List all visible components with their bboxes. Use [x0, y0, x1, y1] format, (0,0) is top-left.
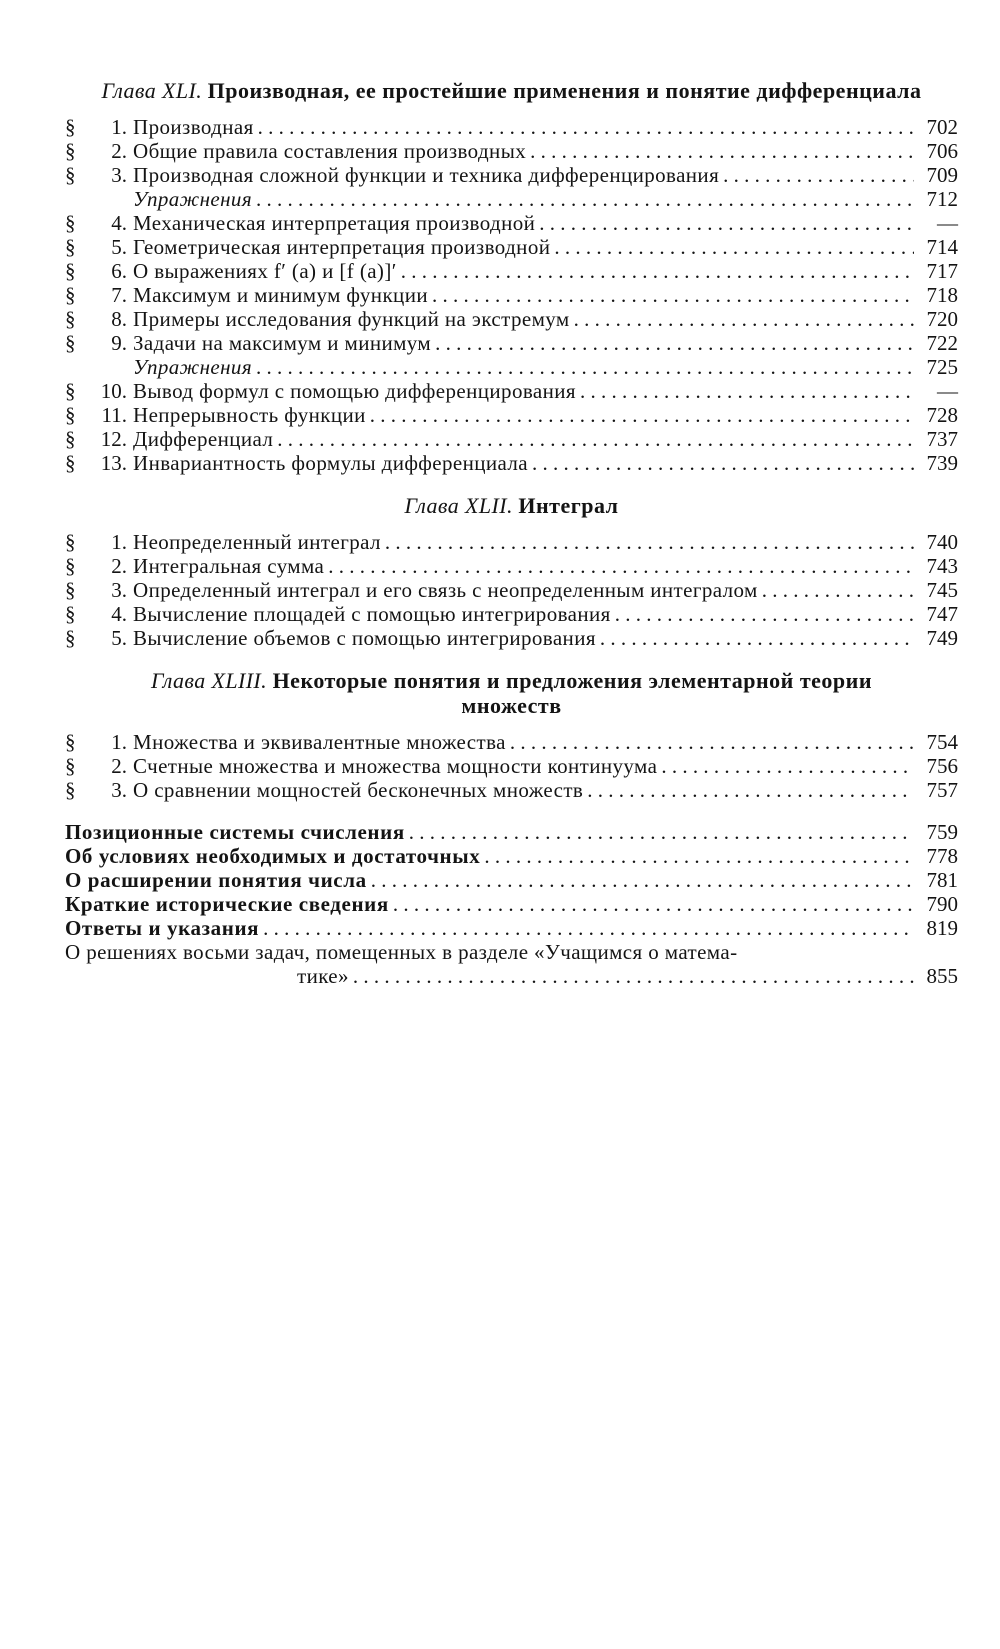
section-sign: §: [65, 602, 76, 626]
section-number: 1.: [111, 530, 127, 554]
section-number: 8.: [111, 307, 127, 331]
leader-dots: [324, 554, 914, 578]
section-number: 13.: [100, 451, 127, 475]
section-sign: §: [65, 115, 76, 139]
section-sign: §: [65, 730, 76, 754]
leader-dots: [366, 403, 914, 427]
leader-dots: [431, 331, 914, 355]
toc-entry[interactable]: [65, 211, 958, 235]
appendix-list: [65, 820, 958, 988]
section-number: 2.: [111, 754, 127, 778]
toc-entry[interactable]: [65, 115, 958, 139]
section-number: 11.: [101, 403, 127, 427]
section-sign: §: [65, 139, 76, 163]
section-sign: §: [65, 530, 76, 554]
chapter-entries: [65, 730, 958, 802]
section-number: 6.: [111, 259, 127, 283]
leader-dots: [252, 355, 914, 379]
leader-dots: [611, 602, 914, 626]
page-number: 718: [926, 283, 958, 307]
page-number: 749: [926, 626, 958, 650]
chapter-label: Глава XLII.: [404, 493, 513, 518]
section-sign: §: [65, 211, 76, 235]
entry-title: О расширении понятия числа: [65, 868, 367, 892]
chapter-heading: [65, 78, 958, 103]
toc-entry[interactable]: [65, 451, 958, 475]
leader-dots: [381, 530, 914, 554]
entry-title: Производная: [133, 115, 254, 139]
chapter-heading: [65, 668, 958, 718]
toc-entry[interactable]: [65, 403, 958, 427]
leader-dots: [596, 626, 914, 650]
page-number: 714: [926, 235, 958, 259]
page-number: 757: [926, 778, 958, 802]
final-entry-title-cont: тике»: [297, 964, 349, 988]
leader-dots: [657, 754, 914, 778]
entry-title: Упражнения: [133, 355, 252, 379]
entry-title: Интегральная сумма: [133, 554, 325, 578]
toc-entry[interactable]: [65, 163, 958, 187]
section-sign: §: [65, 235, 76, 259]
entry-title: Определенный интеграл и его связь с неопределенным интегралом: [133, 578, 758, 602]
leader-dots: [349, 964, 914, 988]
page-number: 720: [926, 307, 958, 331]
chapter-title: Некоторые понятия и предложения элементарной теории множеств: [272, 668, 872, 718]
toc-entry[interactable]: [65, 602, 958, 626]
chapter-42: [65, 493, 958, 650]
section-number: 1.: [111, 115, 127, 139]
entry-title: Геометрическая интерпретация производной: [133, 235, 551, 259]
page-number: 759: [926, 820, 958, 844]
entry-title: Максимум и минимум функции: [133, 283, 428, 307]
leader-dots: [506, 730, 914, 754]
page-number: 737: [926, 427, 958, 451]
page-number: 712: [926, 187, 958, 211]
chapter-label: Глава XLI.: [101, 78, 203, 103]
entry-title: Вывод формул с помощью дифференцирования: [133, 379, 576, 403]
toc-entry[interactable]: [65, 259, 958, 283]
leader-dots: [550, 235, 914, 259]
page-number: 778: [926, 844, 958, 868]
toc-entry[interactable]: [65, 578, 958, 602]
toc-entry[interactable]: [65, 331, 958, 355]
section-sign: §: [65, 626, 76, 650]
entry-title: Дифференциал: [133, 427, 274, 451]
leader-dots: [428, 283, 914, 307]
chapter-label: Глава XLIII.: [151, 668, 268, 693]
page-number: 790: [926, 892, 958, 916]
page-number: 743: [926, 554, 958, 578]
section-sign: §: [65, 379, 76, 403]
toc-entry[interactable]: [65, 754, 958, 778]
entry-title: Вычисление объемов с помощью интегрирования: [133, 626, 596, 650]
page-number: 754: [926, 730, 958, 754]
entry-title: О сравнении мощностей бесконечных множеств: [133, 778, 584, 802]
appendix-entry[interactable]: [65, 868, 958, 892]
leader-dots: [397, 259, 914, 283]
chapter-heading: [65, 493, 958, 518]
entry-title: Позиционные системы счисления: [65, 820, 405, 844]
toc-entry[interactable]: [65, 139, 958, 163]
section-sign: §: [65, 259, 76, 283]
leader-dots: [254, 115, 914, 139]
page-number: 717: [926, 259, 958, 283]
page-number: 740: [926, 530, 958, 554]
leader-dots: [535, 211, 914, 235]
section-number: 10.: [100, 379, 127, 403]
page-number: 725: [926, 355, 958, 379]
entry-title: Общие правила составления производных: [133, 139, 527, 163]
chapter-entries: [65, 530, 958, 650]
table-of-contents: [65, 78, 958, 988]
page-number: 756: [926, 754, 958, 778]
appendix-entry[interactable]: [65, 820, 958, 844]
page-number: 855: [926, 964, 958, 988]
page-number: 728: [926, 403, 958, 427]
entry-title: Счетные множества и множества мощности континуума: [133, 754, 658, 778]
leader-dots: [389, 892, 914, 916]
entry-title: Упражнения: [133, 187, 252, 211]
section-sign: §: [65, 283, 76, 307]
entry-title: Непрерывность функции: [133, 403, 366, 427]
section-sign: §: [65, 331, 76, 355]
page-number: 709: [926, 163, 958, 187]
final-entry-title: О решениях восьми задач, помещенных в разделе «Учащимся о матема-: [65, 940, 738, 964]
page-number: 745: [926, 578, 958, 602]
leader-dots: [367, 868, 914, 892]
final-entry[interactable]: [65, 940, 958, 988]
entry-title: Задачи на максимум и минимум: [133, 331, 432, 355]
entry-title: Производная сложной функции и техника дифференцирования: [133, 163, 720, 187]
section-number: 2.: [111, 139, 127, 163]
section-sign: §: [65, 427, 76, 451]
toc-entry[interactable]: [65, 626, 958, 650]
page-number: 739: [926, 451, 958, 475]
leader-dots: [583, 778, 914, 802]
section-sign: §: [65, 403, 76, 427]
page-number: 702: [926, 115, 958, 139]
section-number: 4.: [111, 211, 127, 235]
page-number: —: [937, 211, 958, 235]
section-number: 3.: [111, 163, 127, 187]
chapter-title: Производная, ее простейшие применения и понятие дифференциала: [207, 78, 922, 103]
page-number: 747: [926, 602, 958, 626]
section-sign: §: [65, 578, 76, 602]
toc-entry[interactable]: [65, 355, 958, 379]
chapter-41: [65, 78, 958, 475]
toc-entry[interactable]: [65, 778, 958, 802]
entry-title: Примеры исследования функций на экстремум: [133, 307, 570, 331]
chapter-title: Интеграл: [518, 493, 619, 518]
section-number: 5.: [111, 626, 127, 650]
page-number: 819: [926, 916, 958, 940]
section-sign: §: [65, 163, 76, 187]
section-number: 7.: [111, 283, 127, 307]
toc-entry[interactable]: [65, 554, 958, 578]
leader-dots: [528, 451, 914, 475]
section-sign: §: [65, 754, 76, 778]
entry-title: Неопределенный интеграл: [133, 530, 381, 554]
section-sign: §: [65, 307, 76, 331]
appendix-entry[interactable]: [65, 844, 958, 868]
section-number: 3.: [111, 578, 127, 602]
leader-dots: [405, 820, 914, 844]
page-number: —: [937, 379, 958, 403]
leader-dots: [758, 578, 914, 602]
page-number: 781: [926, 868, 958, 892]
section-sign: §: [65, 451, 76, 475]
entry-title: Ответы и указания: [65, 916, 260, 940]
section-number: 12.: [100, 427, 127, 451]
toc-entry[interactable]: [65, 187, 958, 211]
page-number: 722: [926, 331, 958, 355]
leader-dots: [259, 916, 914, 940]
section-number: 2.: [111, 554, 127, 578]
toc-entry[interactable]: [65, 730, 958, 754]
section-sign: §: [65, 554, 76, 578]
entry-title: Механическая интерпретация производной: [133, 211, 536, 235]
leader-dots: [576, 379, 914, 403]
leader-dots: [719, 163, 914, 187]
page-number: 706: [926, 139, 958, 163]
toc-entry[interactable]: [65, 530, 958, 554]
leader-dots: [273, 427, 914, 451]
toc-entry[interactable]: [65, 283, 958, 307]
section-number: 5.: [111, 235, 127, 259]
toc-entry[interactable]: [65, 307, 958, 331]
entry-title: Инвариантность формулы дифференциала: [133, 451, 528, 475]
chapter-entries: [65, 115, 958, 475]
entry-title: Вычисление площадей с помощью интегрирования: [133, 602, 611, 626]
entry-title: Множества и эквивалентные множества: [133, 730, 506, 754]
section-number: 4.: [111, 602, 127, 626]
entry-title: Краткие исторические сведения: [65, 892, 389, 916]
leader-dots: [570, 307, 914, 331]
toc-entry[interactable]: [65, 379, 958, 403]
leader-dots: [526, 139, 914, 163]
entry-title: О выражениях f′ (a) и [f (a)]′: [133, 259, 397, 283]
toc-entry[interactable]: [65, 235, 958, 259]
section-number: 1.: [111, 730, 127, 754]
entry-title: Об условиях необходимых и достаточных: [65, 844, 481, 868]
section-number: 3.: [111, 778, 127, 802]
leader-dots: [480, 844, 914, 868]
chapter-43: [65, 668, 958, 802]
appendix-entry[interactable]: [65, 916, 958, 940]
toc-entry[interactable]: [65, 427, 958, 451]
section-number: 9.: [111, 331, 127, 355]
leader-dots: [252, 187, 914, 211]
appendix-entry[interactable]: [65, 892, 958, 916]
section-sign: §: [65, 778, 76, 802]
